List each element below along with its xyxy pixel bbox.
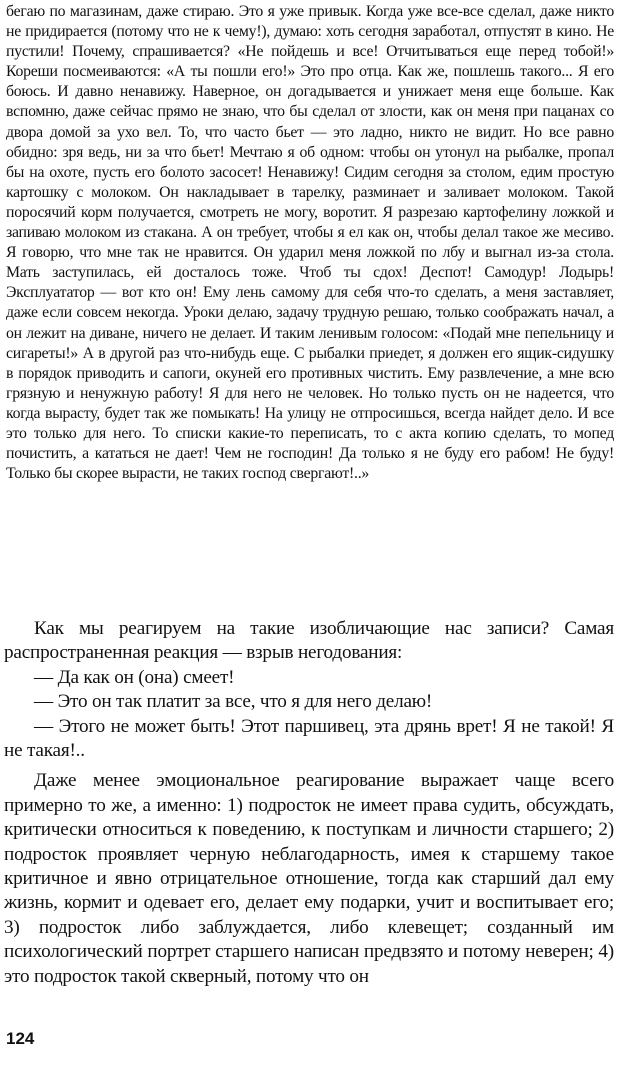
main-paragraph-question: Как мы реагируем на такие изобличающие нас записи? Самая распространенная реакция — взрыв негодования: (4, 618, 614, 664)
quote-paragraph: бегаю по магазинам, даже стираю. Это я уже привык. Когда уже все-все сделал, даже никто не придирается (потому что не к чему!), думаю: хоть сегодня заработал, отпустят в кино. Не пустили! Почему, спрашивается? «Не пойдешь и все! Отчитываться еще перед тобой!» Кореши посмеиваются: «А ты пошли его!» Это про отца. Как же, пошлешь такого... Я его боюсь. И давно ненавижу. Наверное, он догадывается и унижает меня еще больше. Как вспомню, даже сейчас прямо не знаю, что бы сделал от злости, как он меня при пацанах со двора домой за ухо вел. То, что часто бьет — это ладно, никто не видит. Но все равно обидно: зря ведь, ни за что бьет! Мечтаю я об одном: чтобы он утонул на рыбалке, пропал бы на охоте, пусть его болото засосет! Ненавижу! Сидим сегодня за столом, едим простую картошку с молоком. Он накладывает в тарелку, разминает и заливает молоком. Такой поросячий корм получается, смотреть не могу, воротит. Я разрезаю картофелину ложкой и запиваю молоком из стакана. А он требует, чтобы я ел как он, чтобы делал такое же месиво. Я говорю, что мне так не нравится. Он ударил меня ложкой по лбу и выгнал из-за стола. Мать заступилась, ей досталось тоже. Чтоб ты сдох! Деспот! Самодур! Лодырь! Эксплуататор — вот кто он! Ему лень самому для себя что-то сделать, а меня заставляет, даже если совсем некогда. Уроки делаю, задачу трудную решаю, только соображать начал, а он лежит на диване, ничего не делает. И таким ленивым голосом: «Подай мне пепельницу и сигареты!» А в другой раз что-нибудь еще. С рыбалки приедет, я должен его ящик-сидушку в порядок приводить и сапоги, окуней его противных чистить. Ему развлечение, а мне всю грязную и ненужную работу! Я для него не человек. Но только пусть он не надеется, что когда вырасту, будет так же помыкать! На улицу не отпросишься, всегда найдет дело. И все это только для него. То списки какие-то переписать, то с акта копию сделать, то мопед почистить, а кататься не дает! Чем не господин! Да только я не буду его рабом! Не буду! Только бы скорее вырасти, не таких господ свергают!..» (6, 3, 614, 483)
teen-diary-quote (6, 2, 614, 484)
main-paragraph-analysis: Даже менее эмоциональное реагирование выражает чаще всего примерно то же, а именно: 1) подросток не имеет права судить, обсуждать, критически относиться к поведению, к поступкам и личности старшего; 2) подросток проявляет черную неблагодарность, имея к старшему такое критичное и явно отрицательное отношение, тогда как старший дал ему жизнь, кормит и одевает его, делает ему подарки, учит и воспитывает его; 3) подросток либо заблуждается, либо клевещет; созданный им психологический портрет старшего написан предвзято и потому неверен; 4) это подросток такой скверный, потому что он (4, 770, 614, 987)
page-number: 124 (6, 1029, 35, 1048)
dialogue-line-2: — Это он так платит за все, что я для него делаю! (34, 691, 433, 713)
main-text (4, 617, 614, 989)
dialogue-line-1: — Да как он (она) смеет! (34, 666, 235, 688)
dialogue-line-3: — Этого не может быть! Этот паршивец, эта дрянь врет! Я не такой! Я не такая!.. (4, 715, 614, 762)
